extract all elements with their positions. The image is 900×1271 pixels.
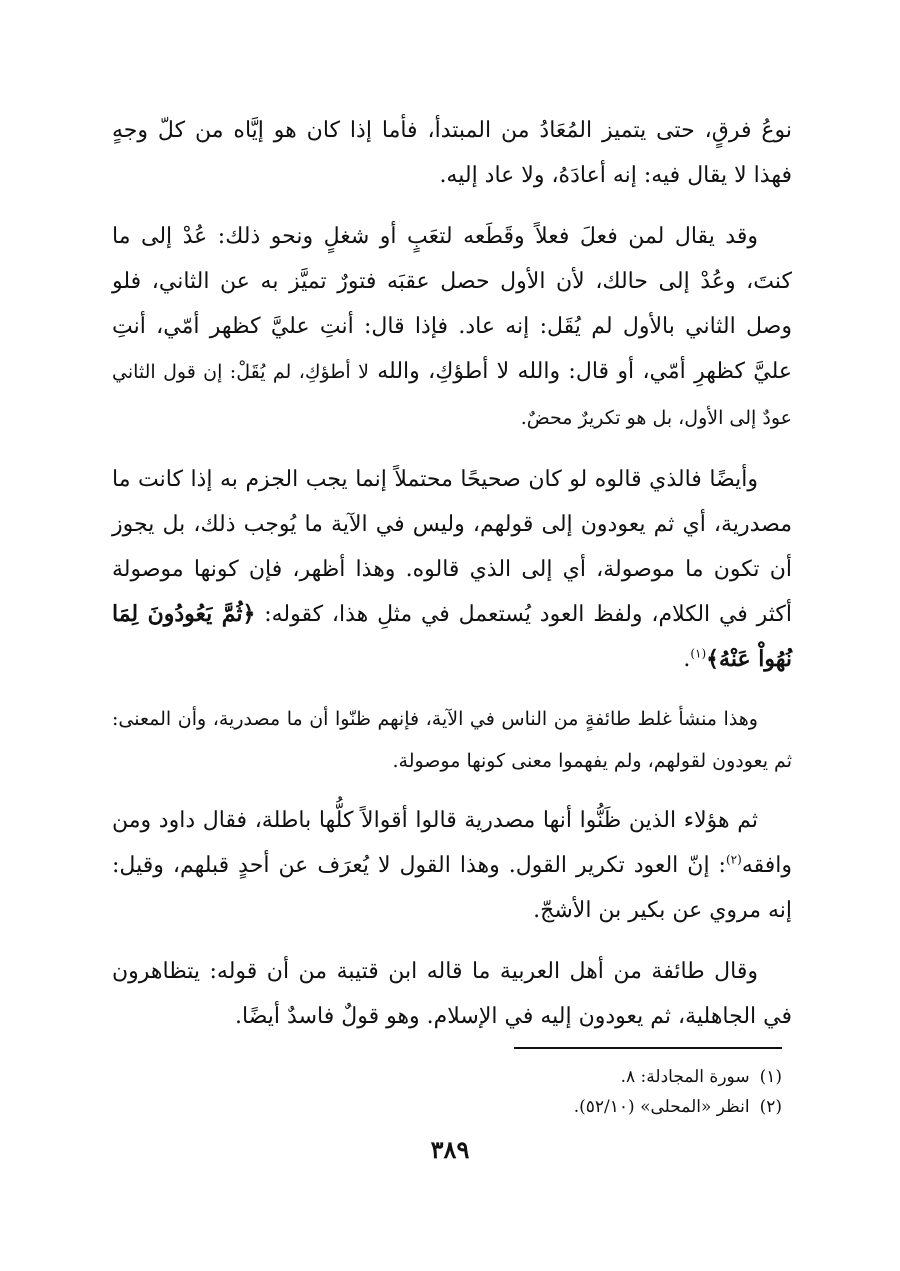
paragraph-5: [112, 798, 792, 933]
footnotes: [182, 1062, 782, 1122]
footnote-number: (١): [759, 1067, 782, 1087]
footnote-ref-2: (٢): [725, 852, 742, 867]
footnote-2: [182, 1092, 782, 1122]
page-body: [112, 108, 792, 1055]
paragraph-2-continuation: لا أطؤكِ، لم يُقَلْ: إن قول الثاني عودٌ إلى الأول، بل هو تكريرٌ محضٌ.: [112, 361, 792, 429]
paragraph-3: وأيضًا فالذي قالوه لو كان صحيحًا محتملاً إنما يجب الجزم به إذا كانت ما مصدرية، أي ثم يعودون إلى قولهم، وليس في الآية ما يُوجب ذلك، بل يجوز أن تكون ما موصولة، أي إلى الذي قالوه. وهذا أظهر، فإن كونها موصولة أكثر في الكلام، ولفظ العود يُستعمل في مثلِ هذا، كقوله: ﴿ثُمَّ يَعُودُونَ لِمَا نُهُواْ عَنْهُ﴾$^{(١)}$.: [112, 467, 792, 672]
paragraph-5-text-a: ثم هؤلاء الذين ظَنُّوا أنها مصدرية قالوا أقوالاً كلُّها باطلة، فقال داود ومن وافقه: [112, 808, 792, 878]
paragraph-1-text: نوعُ فرقٍ، حتى يتميز المُعَادُ من المبتدأ، فأما إذا كان هو إيَّاه من كلّ وجهٍ فهذا لا يقال فيه: إنه أعادَهُ، ولا عاد إليه.: [112, 118, 792, 188]
page-number: ٣٨٩: [430, 1135, 470, 1164]
footnote-divider: [514, 1047, 782, 1049]
quran-verse: ﴿ثُمَّ يَعُودُونَ لِمَا نُهُواْ عَنْهُ﴾: [112, 601, 792, 672]
footnote-1: [182, 1062, 782, 1092]
paragraph-6-text: وقال طائفة من أهل العربية ما قاله ابن قتيبة من أن قوله: يتظاهرون في الجاهلية، ثم يعودون إليه في الإسلام. وهو قولٌ فاسدٌ أيضًا.: [112, 959, 792, 1029]
paragraph-6: [112, 949, 792, 1039]
footnote-text: سورة المجادلة: ٨.: [620, 1067, 750, 1087]
footnote-ref-1: (١): [690, 646, 707, 661]
paragraph-4: [112, 698, 792, 782]
footnote-text: انظر «المحلى» (٥٢/١٠).: [573, 1097, 750, 1117]
paragraph-2-text: وقد يقال لمن فعلَ فعلاً وقَطَعه لتعَبٍ أو شغلٍ ونحو ذلك: عُدْ إلى ما كنتَ، وعُدْ إلى حالك، لأن الأول حصل عقبَه فتورٌ تميَّز به عن الثاني، فلو وصل الثاني بالأول لم يُقَل: إنه عاد. فإذا قال: أنتِ عليَّ كظهر أمّي، أنتِ عليَّ كظهرِ أمّي، أو قال: والله لا أطؤكِ، والله: [112, 224, 792, 384]
paragraph-3-text: وأيضًا فالذي قالوه لو كان صحيحًا محتملاً إنما يجب الجزم به إذا كانت ما مصدرية، أي ثم يعودون إلى قولهم، وليس في الآية ما يُوجب ذلك، بل يجوز أن تكون ما موصولة، أي إلى الذي قالوه. وهذا أظهر، فإن كونها موصولة أكثر في الكلام، ولفظ العود يُستعمل في مثلِ هذا، كقوله:: [112, 467, 792, 627]
paragraph-4-text: وهذا منشأ غلط طائفةٍ من الناس في الآية، فإنهم ظنّوا أن ما مصدرية، وأن المعنى: ثم يعودون لقولهم، ولم يفهموا معنى كونها موصولة.: [112, 708, 792, 772]
paragraph-2: [112, 214, 792, 441]
footnote-number: (٢): [759, 1097, 782, 1117]
paragraph-1: [112, 108, 792, 198]
paragraph-5-text-b: : إنّ العود تكرير القول. وهذا القول لا يُعرَف عن أحدٍ قبلهم، وقيل: إنه مروي عن بكير بن الأشجّ.: [112, 853, 792, 923]
